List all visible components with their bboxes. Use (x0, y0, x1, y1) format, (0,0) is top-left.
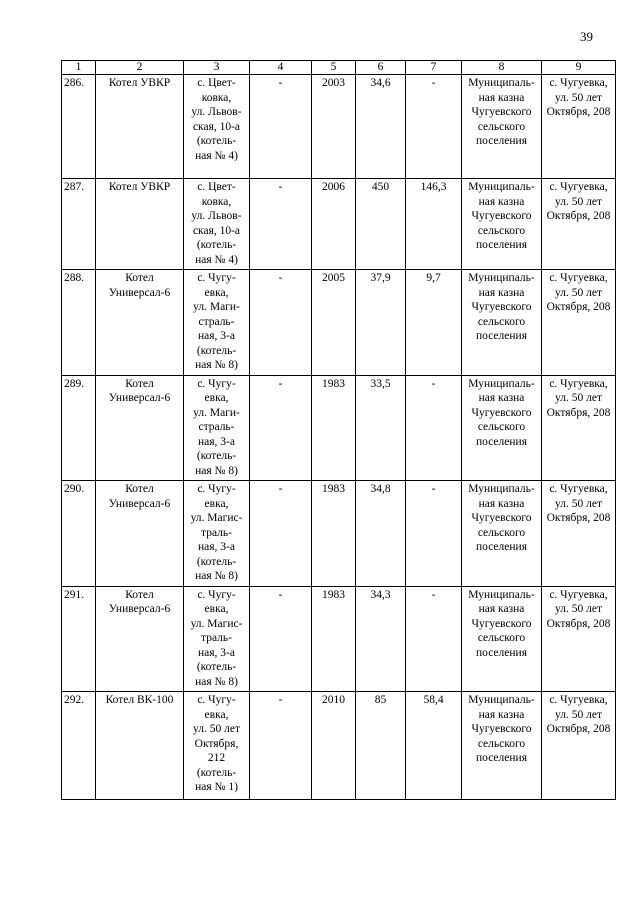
table-cell-col4-value: - (250, 586, 312, 692)
owner-value-line: сельского (477, 421, 526, 433)
item-address-line: с. Чугу- (197, 377, 236, 390)
table-cell-owner-value (462, 586, 542, 692)
item-address-line: евка, (204, 286, 229, 299)
location-value-line: ул. 50 лет (555, 708, 602, 721)
item-address-line: (котель- (196, 766, 237, 779)
table-cell-item-address (184, 270, 250, 376)
item-address-line: ная № 4) (195, 253, 238, 266)
table-cell-col4-value: - (250, 179, 312, 270)
table-cell-item-name (96, 692, 184, 800)
table-cell-owner-value (462, 179, 542, 270)
table-cell-location-value (542, 692, 616, 800)
location-value-line: с. Чугуевка, (549, 694, 608, 706)
table-cell-item-name (96, 179, 184, 270)
item-name-line: Котел УВКР (108, 77, 171, 89)
owner-value-line: поселения (476, 541, 527, 553)
table-row (62, 270, 616, 376)
item-name-line: Котел (125, 377, 154, 390)
location-value-line: Октября, 208 (546, 301, 611, 313)
owner-value-line: Чугуевского (471, 617, 532, 630)
column-header: 5 (312, 61, 356, 75)
table-cell-col6-value: 37,9 (356, 270, 406, 376)
owner-value-line: ная казна (478, 91, 525, 104)
item-address-line: ул. 50 лет (193, 723, 240, 735)
location-value-line: Октября, 208 (546, 512, 611, 524)
table-row (62, 692, 616, 800)
item-address-line: (котель- (196, 661, 237, 673)
item-address-line: (котель- (196, 135, 237, 147)
table-body (62, 75, 616, 800)
item-address-line: ная № 8) (195, 359, 238, 371)
item-address-line: траль- (201, 526, 232, 539)
item-address-line: Октября, (194, 737, 239, 750)
item-name-line: Котел (125, 272, 154, 284)
table-cell-col6-value: 33,5 (356, 375, 406, 481)
location-value-line: ул. 50 лет (555, 286, 602, 299)
owner-value-line: ная казна (478, 708, 525, 721)
table-cell-col6-value: 450 (356, 179, 406, 270)
table-cell-location-value (542, 75, 616, 179)
owner-value-line: сельского (477, 526, 526, 539)
table-cell-item-name (96, 270, 184, 376)
location-value-line: с. Чугуевка, (549, 181, 608, 193)
location-value-line: ул. 50 лет (555, 195, 602, 208)
table-cell-item-address (184, 75, 250, 179)
owner-value-line: Чугуевского (471, 406, 532, 419)
item-name-line: Котел ВК-100 (105, 694, 174, 706)
owner-value-line: ная казна (478, 497, 525, 510)
table-cell-item-name (96, 481, 184, 587)
item-address-line: с. Чугу- (197, 483, 236, 495)
table-cell-owner-value (462, 481, 542, 587)
item-address-line: страль- (198, 421, 235, 433)
item-address-line: ковка, (201, 195, 232, 208)
owner-value-line: Муниципаль- (468, 272, 535, 284)
item-address-line: ул. Львов- (191, 106, 242, 118)
owner-value-line: Муниципаль- (468, 377, 535, 390)
table-cell-item-name (96, 75, 184, 179)
item-address-line: евка, (204, 708, 229, 721)
location-value-line: с. Чугуевка, (549, 483, 608, 495)
table-cell-location-value (542, 586, 616, 692)
table-cell-col7-value: 9,7 (406, 270, 462, 376)
location-value-line: Октября, 208 (546, 106, 611, 118)
owner-value-line: сельского (477, 224, 526, 237)
table-cell-owner-value (462, 375, 542, 481)
table-cell-col4-value: - (250, 692, 312, 800)
column-header: 2 (96, 61, 184, 75)
item-name-line: Универсал-6 (108, 286, 171, 299)
item-address-line: (котель- (196, 555, 237, 568)
owner-value-line: Муниципаль- (468, 588, 535, 601)
item-address-line: ная № 8) (195, 675, 238, 688)
table-cell-col6-value: 34,8 (356, 481, 406, 587)
table-cell-col4-value: - (250, 270, 312, 376)
table-cell-row-number: 292. (62, 692, 96, 800)
item-address-line: евка, (204, 497, 229, 510)
table-row (62, 481, 616, 587)
column-header: 7 (406, 61, 462, 75)
table-cell-year-value: 1983 (312, 481, 356, 587)
item-address-line: страль- (198, 315, 235, 328)
location-value-line: Октября, 208 (546, 723, 611, 735)
owner-value-line: Чугуевского (471, 210, 532, 222)
owner-value-line: поселения (476, 135, 527, 147)
item-address-line: евка, (204, 603, 229, 615)
column-header: 4 (250, 61, 312, 75)
column-header: 1 (62, 61, 96, 75)
table-row (62, 375, 616, 481)
item-name-line: Универсал-6 (108, 392, 171, 404)
item-address-line: (котель- (196, 239, 237, 251)
table-cell-row-number: 287. (62, 179, 96, 270)
owner-value-line: поселения (476, 239, 527, 251)
item-address-line: ная, 3-а (198, 435, 235, 448)
location-value-line: с. Чугуевка, (549, 588, 608, 601)
owner-value-line: Муниципаль- (468, 77, 535, 89)
table-cell-owner-value (462, 270, 542, 376)
table-cell-item-address (184, 586, 250, 692)
table-cell-year-value: 2003 (312, 75, 356, 179)
table-cell-location-value (542, 179, 616, 270)
owner-value-line: ная казна (478, 603, 525, 615)
table-cell-row-number: 286. (62, 75, 96, 179)
owner-value-line: поселения (476, 646, 527, 659)
item-address-line: (котель- (196, 344, 237, 357)
owner-value-line: поселения (476, 752, 527, 764)
item-address-line: ная, 3-а (198, 646, 235, 659)
table-row (62, 586, 616, 692)
item-address-line: ул. Маги- (193, 301, 240, 313)
item-address-line: ная, 3-а (198, 541, 235, 553)
item-name-line: Котел (125, 483, 154, 495)
owner-value-line: Чугуевского (471, 301, 532, 313)
item-address-line: (котель- (196, 450, 237, 462)
table-cell-item-name (96, 586, 184, 692)
item-address-line: ковка, (201, 91, 232, 104)
owner-value-line: Муниципаль- (468, 181, 535, 193)
table-cell-row-number: 290. (62, 481, 96, 587)
location-value-line: с. Чугуевка, (549, 272, 608, 284)
item-address-line: ул. Маги- (193, 406, 240, 419)
table-cell-item-address (184, 481, 250, 587)
table-cell-col7-value: 146,3 (406, 179, 462, 270)
item-address-line: ная № 4) (195, 149, 238, 162)
page-number: 39 (580, 29, 593, 44)
table-cell-row-number: 291. (62, 586, 96, 692)
table-cell-year-value: 2010 (312, 692, 356, 800)
table-cell-col7-value: - (406, 75, 462, 179)
item-address-line: ская, 10-а (192, 120, 241, 133)
table-cell-item-address (184, 692, 250, 800)
item-address-line: ул. Львов- (191, 210, 242, 222)
owner-value-line: поселения (476, 435, 527, 448)
location-value-line: ул. 50 лет (555, 91, 602, 104)
table-cell-col4-value: - (250, 75, 312, 179)
owner-value-line: поселения (476, 330, 527, 342)
table-cell-row-number: 288. (62, 270, 96, 376)
location-value-line: ул. 50 лет (555, 603, 602, 615)
table-cell-col4-value: - (250, 375, 312, 481)
location-value-line: с. Чугуевка, (549, 377, 608, 390)
item-name-line: Котел УВКР (108, 181, 171, 193)
table-cell-location-value (542, 375, 616, 481)
column-header: 6 (356, 61, 406, 75)
table-cell-col6-value: 34,3 (356, 586, 406, 692)
table-cell-location-value (542, 481, 616, 587)
owner-value-line: сельского (477, 632, 526, 644)
table-cell-year-value: 1983 (312, 375, 356, 481)
item-name-line: Котел (125, 588, 154, 601)
location-value-line: ул. 50 лет (555, 497, 602, 510)
owner-value-line: Чугуевского (471, 512, 532, 524)
owner-value-line: Муниципаль- (468, 483, 535, 495)
item-address-line: с. Цвет- (197, 77, 236, 89)
table-cell-col7-value: - (406, 375, 462, 481)
table-cell-owner-value (462, 75, 542, 179)
item-address-line: 212 (207, 752, 226, 764)
owner-value-line: сельского (477, 315, 526, 328)
item-address-line: ская, 10-а (192, 224, 241, 237)
header-row (62, 61, 616, 75)
column-header: 9 (542, 61, 616, 75)
table-cell-col6-value: 85 (356, 692, 406, 800)
item-address-line: ная № 8) (195, 464, 238, 477)
owner-value-line: Чугуевского (471, 106, 532, 118)
location-value-line: ул. 50 лет (555, 392, 602, 404)
owner-value-line: Чугуевского (471, 723, 532, 735)
table-cell-row-number: 289. (62, 375, 96, 481)
owner-value-line: сельского (477, 737, 526, 750)
item-address-line: ная № 1) (195, 781, 238, 793)
table-cell-owner-value (462, 692, 542, 800)
table-cell-col7-value: - (406, 586, 462, 692)
item-address-line: ул. Магис- (190, 512, 243, 524)
location-value-line: Октября, 208 (546, 210, 611, 222)
table-cell-col6-value: 34,6 (356, 75, 406, 179)
table-row (62, 179, 616, 270)
owner-value-line: ная казна (478, 392, 525, 404)
table-row (62, 75, 616, 179)
owner-value-line: сельского (477, 120, 526, 133)
item-address-line: евка, (204, 392, 229, 404)
item-name-line: Универсал-6 (108, 497, 171, 510)
table-cell-col7-value: - (406, 481, 462, 587)
column-header: 8 (462, 61, 542, 75)
item-address-line: ная № 8) (195, 570, 238, 582)
table-cell-year-value: 2006 (312, 179, 356, 270)
table-cell-year-value: 2005 (312, 270, 356, 376)
owner-value-line: ная казна (478, 286, 525, 299)
item-address-line: ная, 3-а (198, 330, 235, 342)
property-register-table (61, 60, 616, 800)
location-value-line: с. Чугуевка, (549, 77, 608, 89)
item-name-line: Универсал-6 (108, 603, 171, 615)
item-address-line: с. Чугу- (197, 272, 236, 284)
table-cell-location-value (542, 270, 616, 376)
item-address-line: с. Чугу- (197, 694, 236, 706)
item-address-line: с. Цвет- (197, 181, 236, 193)
item-address-line: траль- (201, 632, 232, 644)
table-cell-item-address (184, 375, 250, 481)
location-value-line: Октября, 208 (546, 617, 611, 630)
table-cell-col7-value: 58,4 (406, 692, 462, 800)
item-address-line: с. Чугу- (197, 588, 236, 601)
owner-value-line: ная казна (478, 195, 525, 208)
location-value-line: Октября, 208 (546, 406, 611, 419)
table-cell-item-address (184, 179, 250, 270)
column-header: 3 (184, 61, 250, 75)
owner-value-line: Муниципаль- (468, 694, 535, 706)
table-cell-item-name (96, 375, 184, 481)
table-cell-year-value: 1983 (312, 586, 356, 692)
item-address-line: ул. Магис- (190, 617, 243, 630)
table-cell-col4-value: - (250, 481, 312, 587)
